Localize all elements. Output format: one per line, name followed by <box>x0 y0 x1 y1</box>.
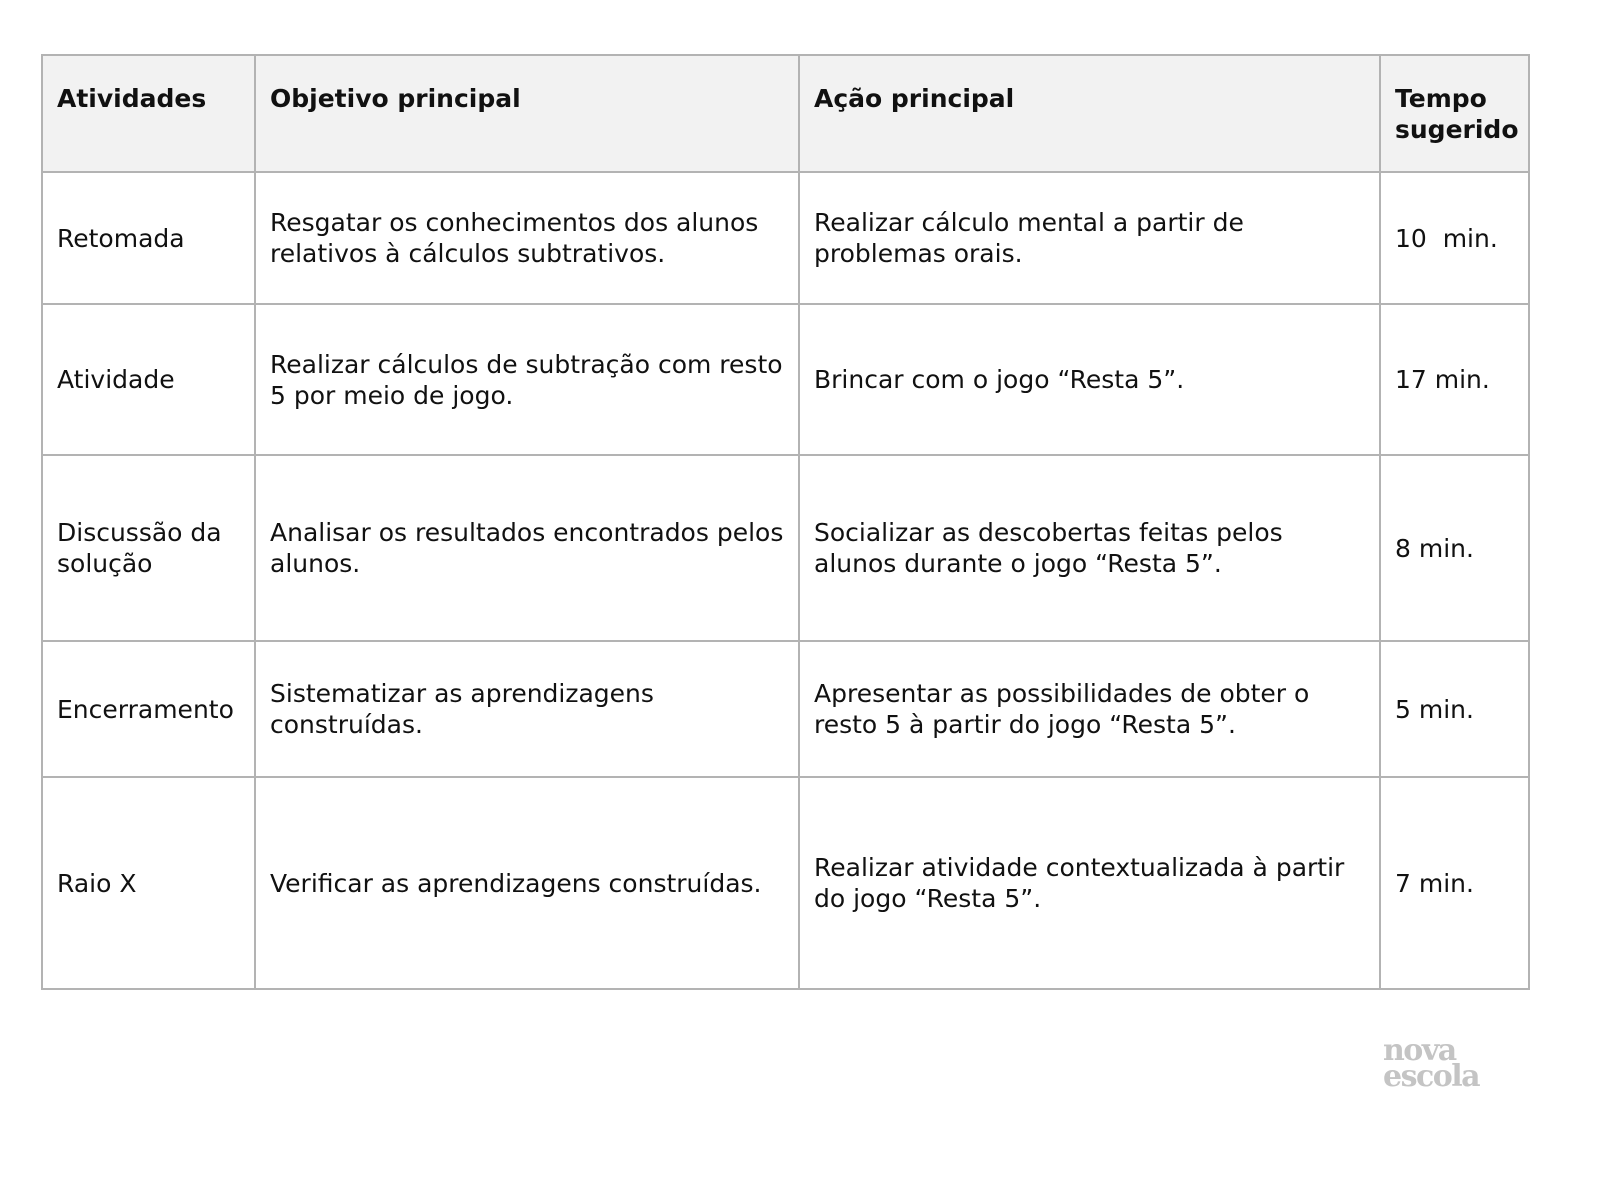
cell-atividade: Discussão da solução <box>42 455 255 641</box>
cell-tempo: 17 min. <box>1380 304 1529 455</box>
cell-acao: Apresentar as possibilidades de obter o resto 5 à partir do jogo “Resta 5”. <box>799 641 1380 777</box>
nova-escola-logo <box>1383 1033 1480 1094</box>
cell-tempo: 5 min. <box>1380 641 1529 777</box>
cell-acao: Realizar atividade contextualizada à partir do jogo “Resta 5”. <box>799 777 1380 989</box>
header-objetivo: Objetivo principal <box>255 55 799 172</box>
cell-tempo: 7 min. <box>1380 777 1529 989</box>
cell-atividade: Retomada <box>42 172 255 304</box>
cell-tempo: 10 min. <box>1380 172 1529 304</box>
table-row <box>42 777 1529 989</box>
table-row <box>42 641 1529 777</box>
cell-tempo: 8 min. <box>1380 455 1529 641</box>
logo-line-1: nova <box>1383 1033 1456 1068</box>
cell-objetivo: Analisar os resultados encontrados pelos alunos. <box>255 455 799 641</box>
header-acao: Ação principal <box>799 55 1380 172</box>
cell-atividade: Encerramento <box>42 641 255 777</box>
lesson-plan-table <box>41 54 1530 990</box>
logo-line-2: escola <box>1383 1059 1480 1094</box>
table-row <box>42 455 1529 641</box>
cell-objetivo: Resgatar os conhecimentos dos alunos relativos à cálculos subtrativos. <box>255 172 799 304</box>
cell-atividade: Raio X <box>42 777 255 989</box>
cell-acao: Socializar as descobertas feitas pelos alunos durante o jogo “Resta 5”. <box>799 455 1380 641</box>
table-header-row <box>42 55 1529 172</box>
header-atividades: Atividades <box>42 55 255 172</box>
cell-acao: Realizar cálculo mental a partir de problemas orais. <box>799 172 1380 304</box>
cell-acao: Brincar com o jogo “Resta 5”. <box>799 304 1380 455</box>
header-tempo: Tempo sugerido <box>1380 55 1529 172</box>
table-row <box>42 304 1529 455</box>
table-row <box>42 172 1529 304</box>
cell-objetivo: Sistematizar as aprendizagens construídas. <box>255 641 799 777</box>
cell-objetivo: Realizar cálculos de subtração com resto 5 por meio de jogo. <box>255 304 799 455</box>
cell-atividade: Atividade <box>42 304 255 455</box>
cell-objetivo: Verificar as aprendizagens construídas. <box>255 777 799 989</box>
